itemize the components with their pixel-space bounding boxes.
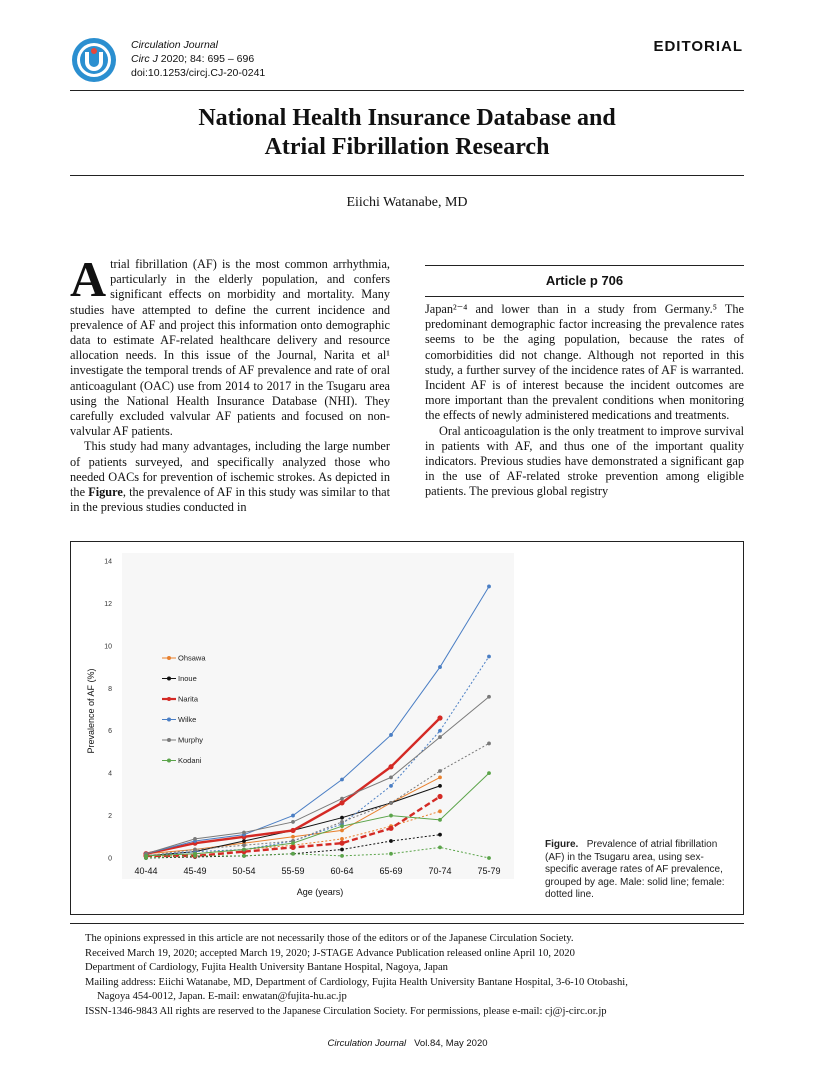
citation-volume-pages: 2020; 84: 695 – 696 — [160, 53, 255, 65]
data-point-kodani-female — [340, 854, 344, 858]
data-point-kodani-male — [340, 824, 344, 828]
data-point-kodani-male — [193, 852, 197, 856]
y-tick-label: 10 — [104, 643, 112, 651]
x-tick-label: 45-49 — [183, 866, 207, 876]
data-point-wilke-male — [487, 585, 491, 589]
data-point-kodani-female — [438, 845, 442, 849]
body-paragraph-1: trial fibrillation (AF) is the most common arrhythmia, particularly in the elderly population, and confers significant effects on morbidity and mortality. Many studies have attempted to define the current incidence and prevalence of AF and project this information onto demographic data to estimate AF-related healthcare delivery and resource allocation needs. In this issue of the Journal, Narita et al¹ investigate the temporal trends of AF prevalence and rate of oral anticoagulant (OAC) use from 2014 to 2017 in the Tsugaru area using the National Health Insurance Database (NHI). They carefully excluded valvular AF patients and focused on non-valvular AF patients. — [70, 257, 390, 439]
data-point-murphy-female — [389, 801, 393, 805]
data-point-kodani-male — [291, 841, 295, 845]
data-point-inoue-female — [340, 848, 344, 852]
data-point-inoue-female — [438, 833, 442, 837]
title-divider — [70, 175, 744, 176]
x-tick-label: 75-79 — [477, 866, 501, 876]
body-paragraph-2: This study had many advantages, including the large number of patients surveyed, and specifically analyzed those who needed OACs for prevention of ischemic strokes. As depicted in the Figure, the prevalence of AF in this study was similar to that in the previous studies conducted in — [70, 439, 390, 515]
data-point-wilke-female — [487, 655, 491, 659]
footnote-mailing: Mailing address: Eiichi Watanabe, MD, Department of Cardiology, Fujita Health University Bantane Hospital, 3-6-10 Otobashi, — [85, 976, 628, 988]
data-point-ohsawa-female — [438, 809, 442, 813]
figure-caption — [545, 839, 732, 902]
data-point-wilke-male — [389, 733, 393, 737]
legend-marker — [167, 656, 171, 660]
data-point-murphy-male — [389, 775, 393, 779]
footnote-affiliation: Department of Cardiology, Fujita Health University Bantane Hospital, Nagoya, Japan — [85, 962, 448, 973]
data-point-ohsawa-female — [340, 837, 344, 841]
figure-reference[interactable]: Figure — [88, 485, 123, 500]
y-tick-label: 8 — [108, 685, 112, 693]
data-point-inoue-male — [242, 839, 246, 843]
journal-citation — [131, 38, 265, 80]
data-point-ohsawa-male — [438, 775, 442, 779]
footnote-dates: Received March 19, 2020; accepted March 19, 2020; J-STAGE Advance Publication released online April 10, 2020 — [85, 947, 575, 959]
body-left-column — [70, 251, 390, 515]
data-point-kodani-female — [389, 852, 393, 856]
body-paragraph-4: Oral anticoagulation is the only treatment to improve survival in patients with AF, and thus one of the important quality indicators. Previous studies have demonstrated a significant gap in the use of AF-related stroke prevention among eligible patients. The previous global registry — [425, 423, 744, 499]
article-title — [70, 104, 744, 162]
body-right-column — [425, 302, 744, 500]
data-point-murphy-female — [242, 843, 246, 847]
x-tick-label: 55-59 — [281, 866, 305, 876]
footer-divider — [70, 923, 744, 924]
legend-label: Kodani — [178, 756, 202, 765]
x-axis-label: Age (years) — [296, 887, 344, 897]
legend-label: Narita — [178, 694, 199, 704]
x-tick-label: 65-69 — [379, 866, 403, 876]
y-tick-label: 4 — [108, 770, 112, 778]
footnote-mailing-cont: Nagoya 454-0012, Japan. E-mail: enwatan@fujita-hu.ac.jp — [97, 991, 347, 1002]
data-point-wilke-male — [340, 778, 344, 782]
footnote-opinions: The opinions expressed in this article are not necessarily those of the editors or of the Japanese Circulation Society. — [85, 933, 574, 944]
y-tick-label: 14 — [104, 558, 112, 566]
header-divider — [70, 90, 744, 91]
data-point-ohsawa-male — [291, 835, 295, 839]
y-tick-label: 12 — [104, 600, 112, 608]
x-tick-label: 60-64 — [330, 866, 354, 876]
legend-label: Ohsawa — [178, 653, 206, 663]
data-point-wilke-female — [389, 784, 393, 788]
data-point-narita-female — [290, 845, 295, 850]
data-point-ohsawa-male — [340, 829, 344, 833]
x-tick-label: 40-44 — [134, 866, 158, 876]
page-footer — [0, 1038, 815, 1049]
journal-logo-icon — [70, 36, 118, 84]
data-point-kodani-female — [291, 852, 295, 856]
data-point-kodani-male — [389, 814, 393, 818]
legend-label: Inoue — [178, 674, 197, 683]
legend-label: Murphy — [178, 735, 204, 745]
x-tick-label: 70-74 — [428, 866, 452, 876]
footnotes — [85, 932, 745, 1019]
caption-label: Figure. — [545, 839, 579, 850]
page-footer-issue: Vol.84, May 2020 — [414, 1038, 488, 1049]
data-point-narita-female — [437, 794, 442, 799]
legend-marker — [167, 677, 171, 681]
data-point-murphy-male — [340, 797, 344, 801]
data-point-murphy-male — [242, 831, 246, 835]
data-point-wilke-female — [438, 729, 442, 733]
data-point-murphy-female — [438, 769, 442, 773]
data-point-wilke-male — [291, 814, 295, 818]
data-point-kodani-female — [487, 856, 491, 860]
author: Eiichi Watanabe, MD — [346, 195, 468, 210]
article-reference-box[interactable]: Article p 706 — [425, 265, 744, 297]
data-point-narita-female — [339, 841, 344, 846]
doi: doi:10.1253/circj.CJ-20-0241 — [131, 67, 266, 79]
data-point-murphy-male — [193, 837, 197, 841]
caption-text: Prevalence of atrial fibrillation (AF) in the Tsugaru area, using sex-specific average rates of AF prevalence, grouped by age. Male: solid line; female: dotted line. — [545, 839, 725, 900]
footnote-issn: ISSN-1346-9843 All rights are reserved to the Japanese Circulation Society. For permissions, please e-mail: cj@j-circ.or.jp — [85, 1005, 607, 1017]
title-line-1: National Health Insurance Database and — [198, 105, 616, 131]
page-footer-journal: Circulation Journal — [327, 1038, 407, 1049]
data-point-kodani-male — [242, 848, 246, 852]
data-point-murphy-female — [487, 742, 491, 746]
data-point-murphy-female — [340, 820, 344, 824]
legend-marker — [167, 738, 171, 742]
data-point-narita-female — [388, 826, 393, 831]
citation-journal: Circ J — [131, 53, 158, 65]
data-point-kodani-male — [438, 818, 442, 822]
data-point-kodani-male — [144, 854, 148, 858]
data-point-narita-male — [437, 715, 442, 720]
data-point-murphy-female — [193, 848, 197, 852]
data-point-inoue-female — [389, 839, 393, 843]
data-point-narita-male — [339, 800, 344, 805]
data-point-kodani-male — [487, 771, 491, 775]
y-tick-label: 0 — [108, 855, 112, 863]
legend-marker — [167, 697, 171, 701]
body-paragraph-3: Japan²⁻⁴ and lower than in a study from Germany.⁵ The predominant demographic factor increasing the prevalence rates seems to be the aging population, because the rates of comorbidities did not change. Although not reported in this study, a further survey of the incidence rates of AF is warranted. Incident AF is of interest because the incident outcomes are more important than the prevalent conditions when monitoring the effects of newly administered medications and treatments. — [425, 302, 744, 423]
data-point-inoue-male — [340, 816, 344, 820]
y-tick-label: 2 — [108, 813, 112, 821]
data-point-murphy-male — [487, 695, 491, 699]
legend-marker — [167, 718, 171, 722]
title-line-2: Atrial Fibrillation Research — [264, 134, 550, 160]
y-tick-label: 6 — [108, 728, 112, 736]
drop-cap: A — [70, 251, 107, 307]
data-point-wilke-male — [438, 665, 442, 669]
section-label: EDITORIAL — [653, 38, 743, 55]
data-point-murphy-male — [291, 820, 295, 824]
y-axis-label: Prevalence of AF (%) — [86, 668, 96, 754]
data-point-murphy-male — [438, 735, 442, 739]
legend-marker — [167, 759, 171, 763]
x-tick-label: 50-54 — [232, 866, 256, 876]
data-point-inoue-male — [438, 784, 442, 788]
data-point-kodani-female — [242, 854, 246, 858]
data-point-narita-male — [290, 828, 295, 833]
data-point-narita-male — [388, 764, 393, 769]
legend-label: Wilke — [178, 715, 197, 724]
journal-name: Circulation Journal — [131, 39, 218, 51]
